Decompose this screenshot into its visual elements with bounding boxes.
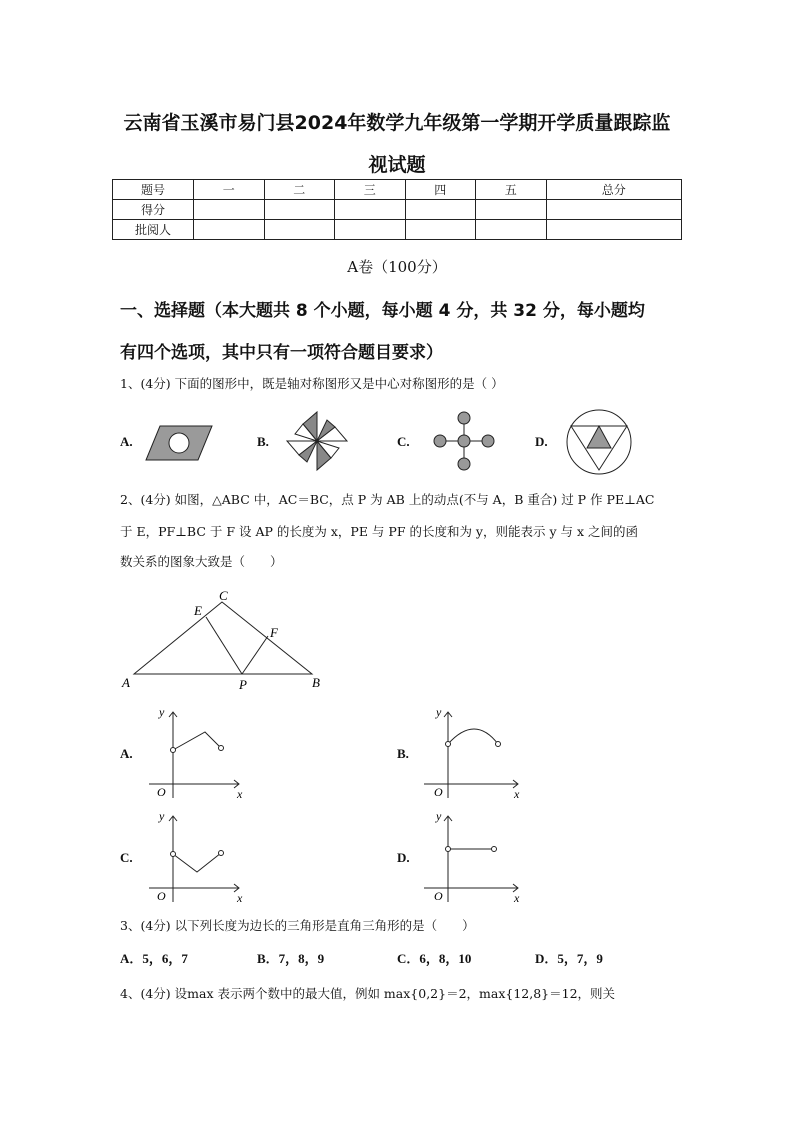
score-header-cell: 一	[194, 180, 265, 200]
label-b: B	[312, 675, 320, 690]
dot-shape	[458, 458, 470, 470]
score-header-cell: 五	[476, 180, 547, 200]
function-curve	[448, 729, 498, 744]
score-row-label: 批阅人	[113, 220, 194, 240]
q3-choice-a[interactable]: A．5，6，7	[120, 951, 188, 966]
title-line-2: 视试题	[368, 154, 426, 176]
endpoint	[171, 852, 176, 857]
q2-triangle-figure	[118, 586, 328, 694]
q2-line-1: 2、(4分) 如图，△ABC 中，AC＝BC，点 P 为 AB 上的动点(不与 A，B 重合) 过 P 作 PE⊥AC	[120, 492, 655, 507]
score-header-cell: 二	[264, 180, 335, 200]
q1-option-d-label[interactable]: D.	[535, 434, 548, 449]
q2-option-b-graph	[420, 700, 530, 802]
axis-y-label: y	[159, 705, 165, 719]
score-table-row	[113, 220, 682, 240]
origin-label: O	[434, 785, 443, 799]
q3-choice-c[interactable]: C．6，8，10	[397, 951, 472, 966]
score-cell[interactable]	[264, 220, 335, 240]
q1-option-c-label[interactable]: C.	[397, 434, 410, 449]
endpoint	[492, 847, 497, 852]
hole-circle	[169, 433, 189, 453]
dot-shape	[482, 435, 494, 447]
function-curve	[173, 732, 221, 750]
axis-y-label: y	[436, 809, 442, 823]
q3-choices	[120, 948, 680, 966]
score-table	[112, 179, 682, 240]
score-header-cell: 题号	[113, 180, 194, 200]
q2-option-a-label[interactable]: A.	[120, 746, 133, 761]
q2-option-a-graph	[145, 700, 255, 802]
score-header-cell: 三	[335, 180, 406, 200]
q3-choice-d[interactable]: D．5，7，9	[535, 951, 603, 966]
q2-option-c-graph	[145, 806, 255, 908]
endpoint	[219, 746, 224, 751]
q3-text: 3、(4分) 以下列长度为边长的三角形是直角三角形的是（ ）	[120, 918, 475, 933]
q2-option-c-label[interactable]: C.	[120, 850, 133, 865]
score-header-cell: 总分	[546, 180, 682, 200]
label-p: P	[239, 677, 247, 692]
axis-x-label: x	[514, 787, 520, 801]
paper-label: A卷（100分）	[347, 258, 447, 276]
endpoint	[446, 847, 451, 852]
triangle-abc	[134, 602, 312, 674]
q2-option-d-graph	[420, 806, 530, 908]
q2-line-3: 数关系的图象大致是（ ）	[120, 554, 283, 569]
endpoint	[171, 748, 176, 753]
score-cell[interactable]	[194, 200, 265, 220]
score-table-header-row	[113, 180, 682, 200]
q1-text: 1、(4分) 下面的图形中，既是轴对称图形又是中心对称图形的是（ ）	[120, 376, 504, 391]
score-cell[interactable]	[264, 200, 335, 220]
axis-x-label: x	[237, 891, 243, 905]
title-line-1: 云南省玉溪市易门县2024年数学九年级第一学期开学质量跟踪监	[123, 112, 671, 134]
axis-y-label: y	[159, 809, 165, 823]
score-cell[interactable]	[335, 220, 406, 240]
q1-option-d-figure	[562, 408, 636, 476]
axis-x-label: x	[514, 891, 520, 905]
q1-option-a-label[interactable]: A.	[120, 434, 133, 449]
endpoint	[219, 851, 224, 856]
origin-label: O	[157, 785, 166, 799]
segment-pf	[242, 636, 268, 674]
q2-option-b-label[interactable]: B.	[397, 746, 409, 761]
function-curve	[173, 853, 221, 872]
q1-option-b-label[interactable]: B.	[257, 434, 269, 449]
label-c: C	[219, 588, 228, 603]
score-cell[interactable]	[335, 200, 406, 220]
label-e: E	[194, 603, 202, 618]
score-cell[interactable]	[405, 200, 476, 220]
dot-shape	[434, 435, 446, 447]
score-cell[interactable]	[194, 220, 265, 240]
score-table-row	[113, 200, 682, 220]
q1-option-b-figure	[283, 408, 351, 474]
q2-option-d-label[interactable]: D.	[397, 850, 410, 865]
origin-label: O	[157, 889, 166, 903]
score-row-label: 得分	[113, 200, 194, 220]
segment-pe	[206, 617, 242, 674]
label-f: F	[270, 625, 278, 640]
q2-line-2: 于 E，PF⊥BC 于 F 设 AP 的长度为 x，PE 与 PF 的长度和为 y，则能表示 y 与 x 之间的函	[120, 524, 639, 539]
endpoint	[446, 742, 451, 747]
score-cell[interactable]	[546, 200, 682, 220]
score-cell[interactable]	[546, 220, 682, 240]
axis-y-label: y	[436, 705, 442, 719]
axis-x-label: x	[237, 787, 243, 801]
score-cell[interactable]	[476, 220, 547, 240]
section-heading-line-1: 一、选择题（本大题共 8 个小题，每小题 4 分，共 32 分，每小题均	[120, 301, 645, 321]
section-heading-line-2: 有四个选项，其中只有一项符合题目要求）	[120, 343, 443, 363]
dot-shape	[458, 412, 470, 424]
q1-option-c-figure	[428, 410, 498, 472]
label-a: A	[122, 675, 130, 690]
score-header-cell: 四	[405, 180, 476, 200]
origin-label: O	[434, 889, 443, 903]
dot-shape	[458, 435, 470, 447]
q4-text: 4、(4分) 设max 表示两个数中的最大值，例如 max{0,2}＝2，max{12,8}＝12，则关	[120, 986, 616, 1001]
score-cell[interactable]	[476, 200, 547, 220]
q3-choice-b[interactable]: B．7，8，9	[257, 951, 325, 966]
score-cell[interactable]	[405, 220, 476, 240]
endpoint	[496, 742, 501, 747]
q1-option-a-figure	[144, 424, 214, 462]
